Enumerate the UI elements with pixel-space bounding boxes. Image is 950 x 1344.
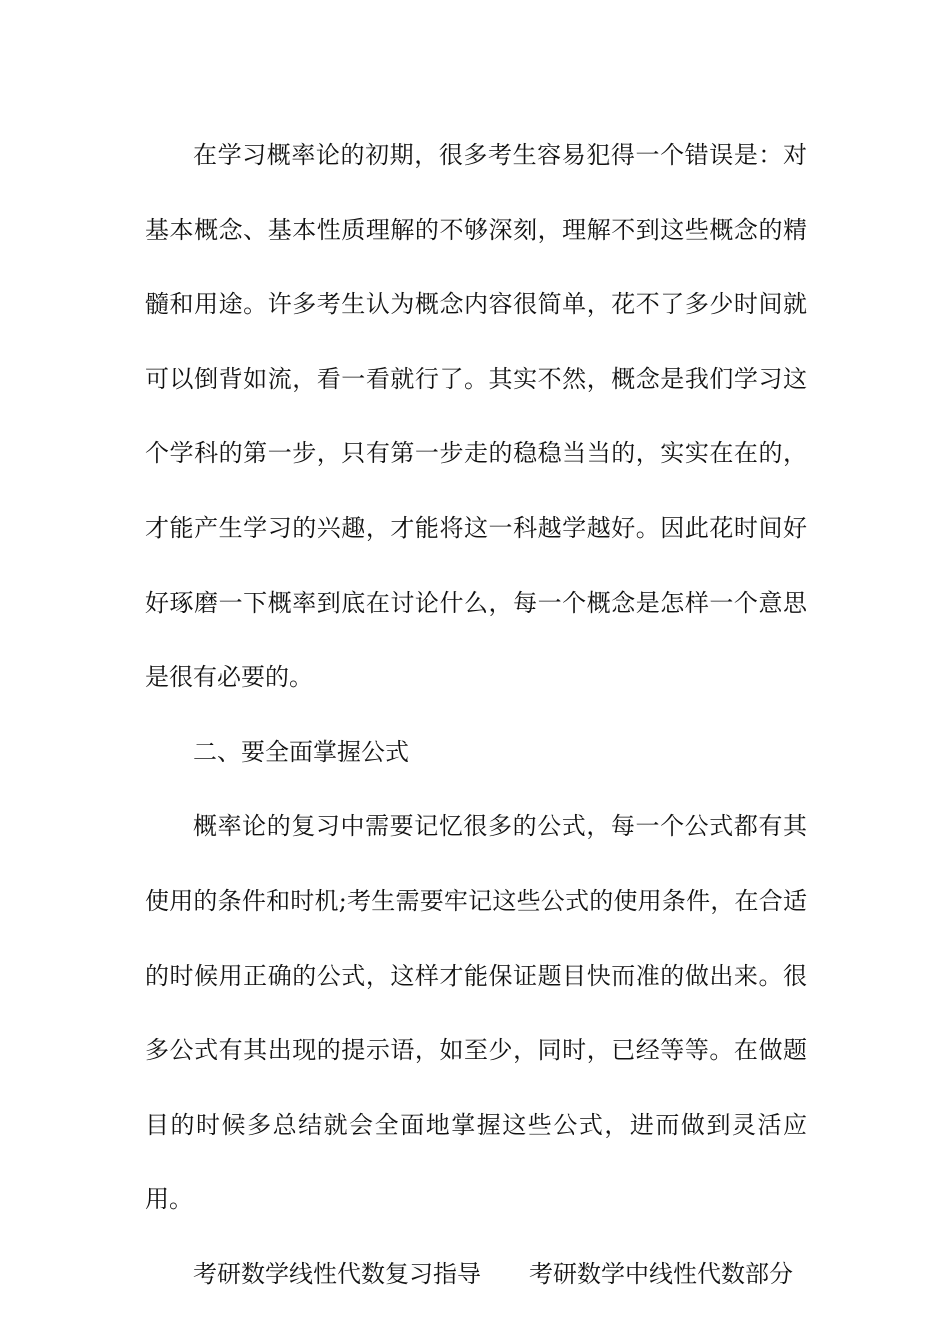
next-section-line <box>145 1237 807 1312</box>
paragraph-concepts: 在学习概率论的初期，很多考生容易犯得一个错误是：对基本概念、基本性质理解的不够深刻，理解不到这些概念的精髓和用途。许多考生认为概念内容很简单，花不了多少时间就可以倒背如流，看一看就行了。其实不然，概念是我们学习这个学科的第一步，只有第一步走的稳稳当当的，实实在在的，才能产生学习的兴趣，才能将这一科越学越好。因此花时间好好琢磨一下概率到底在讨论什么，每一个概念是怎样一个意思是很有必要的。 <box>145 141 807 692</box>
document-body <box>145 118 807 1312</box>
next-section-title: 考研数学线性代数复习指导 <box>193 1259 481 1288</box>
next-section-intro: 考研数学中线性代数部分 <box>529 1259 793 1288</box>
section-heading: 二、要全面掌握公式 <box>193 737 409 766</box>
paragraph-formulas: 概率论的复习中需要记忆很多的公式，每一个公式都有其使用的条件和时机;考生需要牢记这些公式的使用条件，在合适的时候用正确的公式，这样才能保证题目快而准的做出来。很多公式有其出现的提示语，如至少，同时，已经等等。在做题目的时候多总结就会全面地掌握这些公式，进而做到灵活应用。 <box>145 812 807 1214</box>
